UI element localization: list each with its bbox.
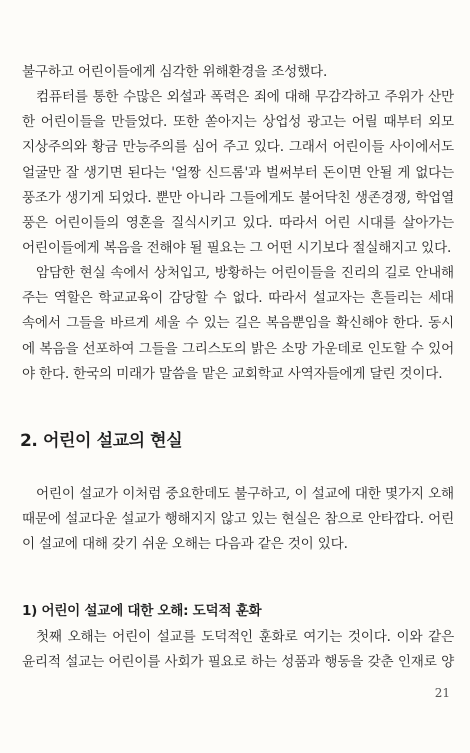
page-number: 21 [434,686,450,700]
text-line: 풍조가 생기게 되었다. 뿐만 아니라 그들에게도 불어닥친 생존경쟁, 학업열 [22,189,454,206]
text-line: 불구하고 어린이들에게 심각한 위해환경을 조성했다. [22,64,328,80]
paragraph-moral-lecture [22,625,454,675]
paragraph-preacher-role [22,261,454,387]
text-line: 윤리적 설교는 어린이를 사회가 필요로 하는 성품과 행동을 갖춘 인재로 양 [22,654,454,671]
text-line: 첫째 오해는 어린이 설교를 도덕적인 훈화로 여기는 것이다. 이와 같은 [36,629,454,645]
text-line: 어린이 설교가 이처럼 중요한데도 불구하고, 이 설교에 대한 몇가지 오해 [36,486,454,502]
text-line: 한 어린이들을 만들었다. 또한 쏟아지는 상업성 광고는 어릴 때부터 외모 [22,114,454,131]
text-line: 이 설교에 대해 갖기 쉬운 오해는 다음과 같은 것이 있다. [22,536,348,553]
text-line: 암담한 현실 속에서 상처입고, 방황하는 어린이들을 진리의 길로 안내해 [36,265,454,281]
section-heading: 2. 어린이 설교의 현실 [20,431,183,451]
paragraph-continued [22,60,454,85]
text-line: 지상주의와 황금 만능주의를 심어 주고 있다. 그래서 어린이들 사이에서도 [22,139,454,156]
sub-heading: 1) 어린이 설교에 대한 오해: 도덕적 훈화 [22,603,262,619]
text-line: 때문에 설교다운 설교가 행해지지 않고 있는 현실은 참으로 안타깝다. 어린 [22,511,454,528]
text-line: 얼굴만 잘 생기면 된다는 '얼짱 신드롬'과 벌써부터 돈이면 안될 게 없다는 [22,164,454,181]
text-line: 풍은 어린이들의 영혼을 질식시키고 있다. 따라서 어린 시대를 살아가는 [22,214,454,231]
paragraph-misunderstandings [22,482,454,558]
text-line: 속에서 그들을 바르게 세울 수 있는 길은 복음뿐임을 확신해야 한다. 동시 [22,315,454,332]
text-line: 어린이들에게 복음을 전해야 될 필요는 그 어떤 시기보다 절실해지고 있다. [22,240,452,257]
text-line: 에 복음을 선포하여 그들을 그리스도의 밝은 소망 가운데로 인도할 수 있어 [22,340,454,357]
paragraph-media-harm [22,85,454,261]
text-line: 야 한다. 한국의 미래가 말씀을 맡은 교회학교 사역자들에게 달린 것이다. [22,365,443,382]
text-line: 컴퓨터를 통한 수많은 외설과 폭력은 죄에 대해 무감각하고 주위가 산만 [36,89,454,105]
text-line: 주는 역할은 학교교육이 감당할 수 없다. 따라서 설교자는 흔들리는 세대 [22,290,454,307]
